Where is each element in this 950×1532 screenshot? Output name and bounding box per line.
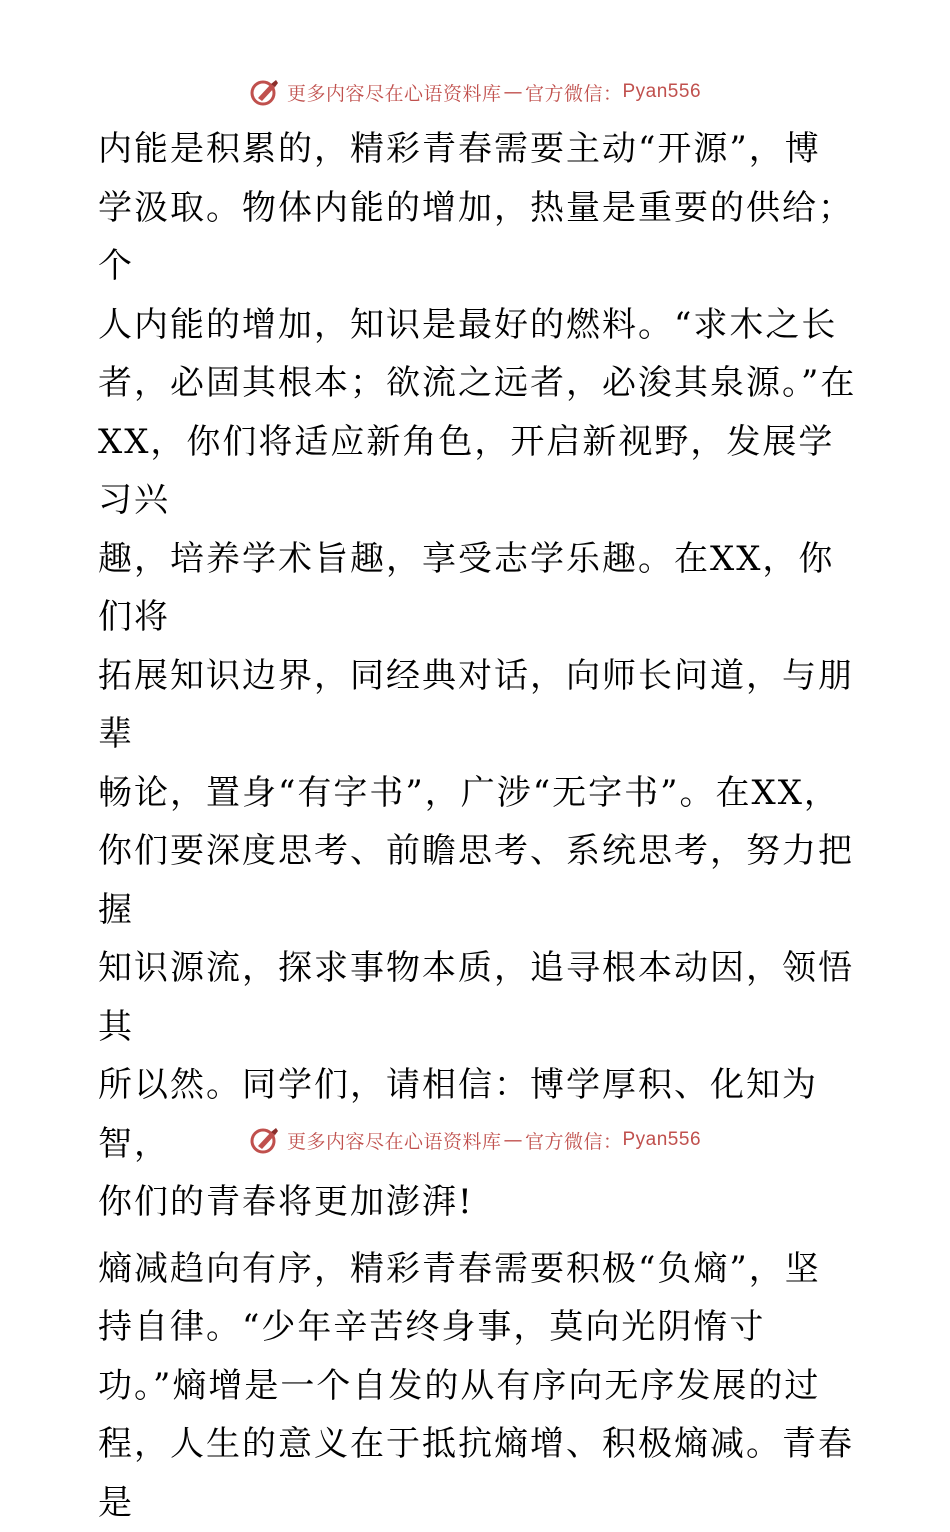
paragraph-2: 熵减趋向有序，精彩青春需要积极“负熵”，坚 持自律。“少年辛苦终身事，莫向光阴惰寸 功。”熵增是一个自发的从有序向无序发展的过 程，人生的意义在于抵抗熵增、积极熵减。青春是 [98, 1240, 858, 1532]
footer-handle: Pyan556 [623, 1129, 702, 1151]
header-official: 官方微信： [525, 79, 623, 106]
header-handle: Pyan556 [623, 81, 702, 103]
footer-text: 更多内容尽在心语资料库 [287, 1127, 502, 1154]
header-separator: — [503, 81, 523, 103]
footer-official: 官方微信： [525, 1127, 623, 1154]
footer-separator: — [503, 1129, 523, 1151]
header-text: 更多内容尽在心语资料库 [287, 79, 502, 106]
paragraph-1: 内能是积累的，精彩青春需要主动“开源”，博 学汲取。物体内能的增加，热量是重要的供给；个 人内能的增加，知识是最好的燃料。“求木之长 者，必固其根本；欲流之远者，必浚其泉源。”在 XX，你们将适应新角色，开启新视野，发展学习兴 趣，培养学术旨趣，享受志学乐趣。在XX，你们将 拓展知识边界，同经典对话，向师长问道，与朋辈 畅论，置身“有字书”，广涉“无字书”。在XX， 你们要深度思考、前瞻思考、系统思考，努力把握 知识源流，探求事物本质，追寻根本动因，领悟其 所以然。同学们，请相信：博学厚积、化知为智， 你们的青春将更加澎湃! [98, 120, 858, 1232]
header-banner [0, 72, 950, 112]
footer-banner [0, 1120, 950, 1160]
document-body [98, 120, 858, 1532]
logo-icon [249, 76, 281, 108]
logo-icon [249, 1124, 281, 1156]
